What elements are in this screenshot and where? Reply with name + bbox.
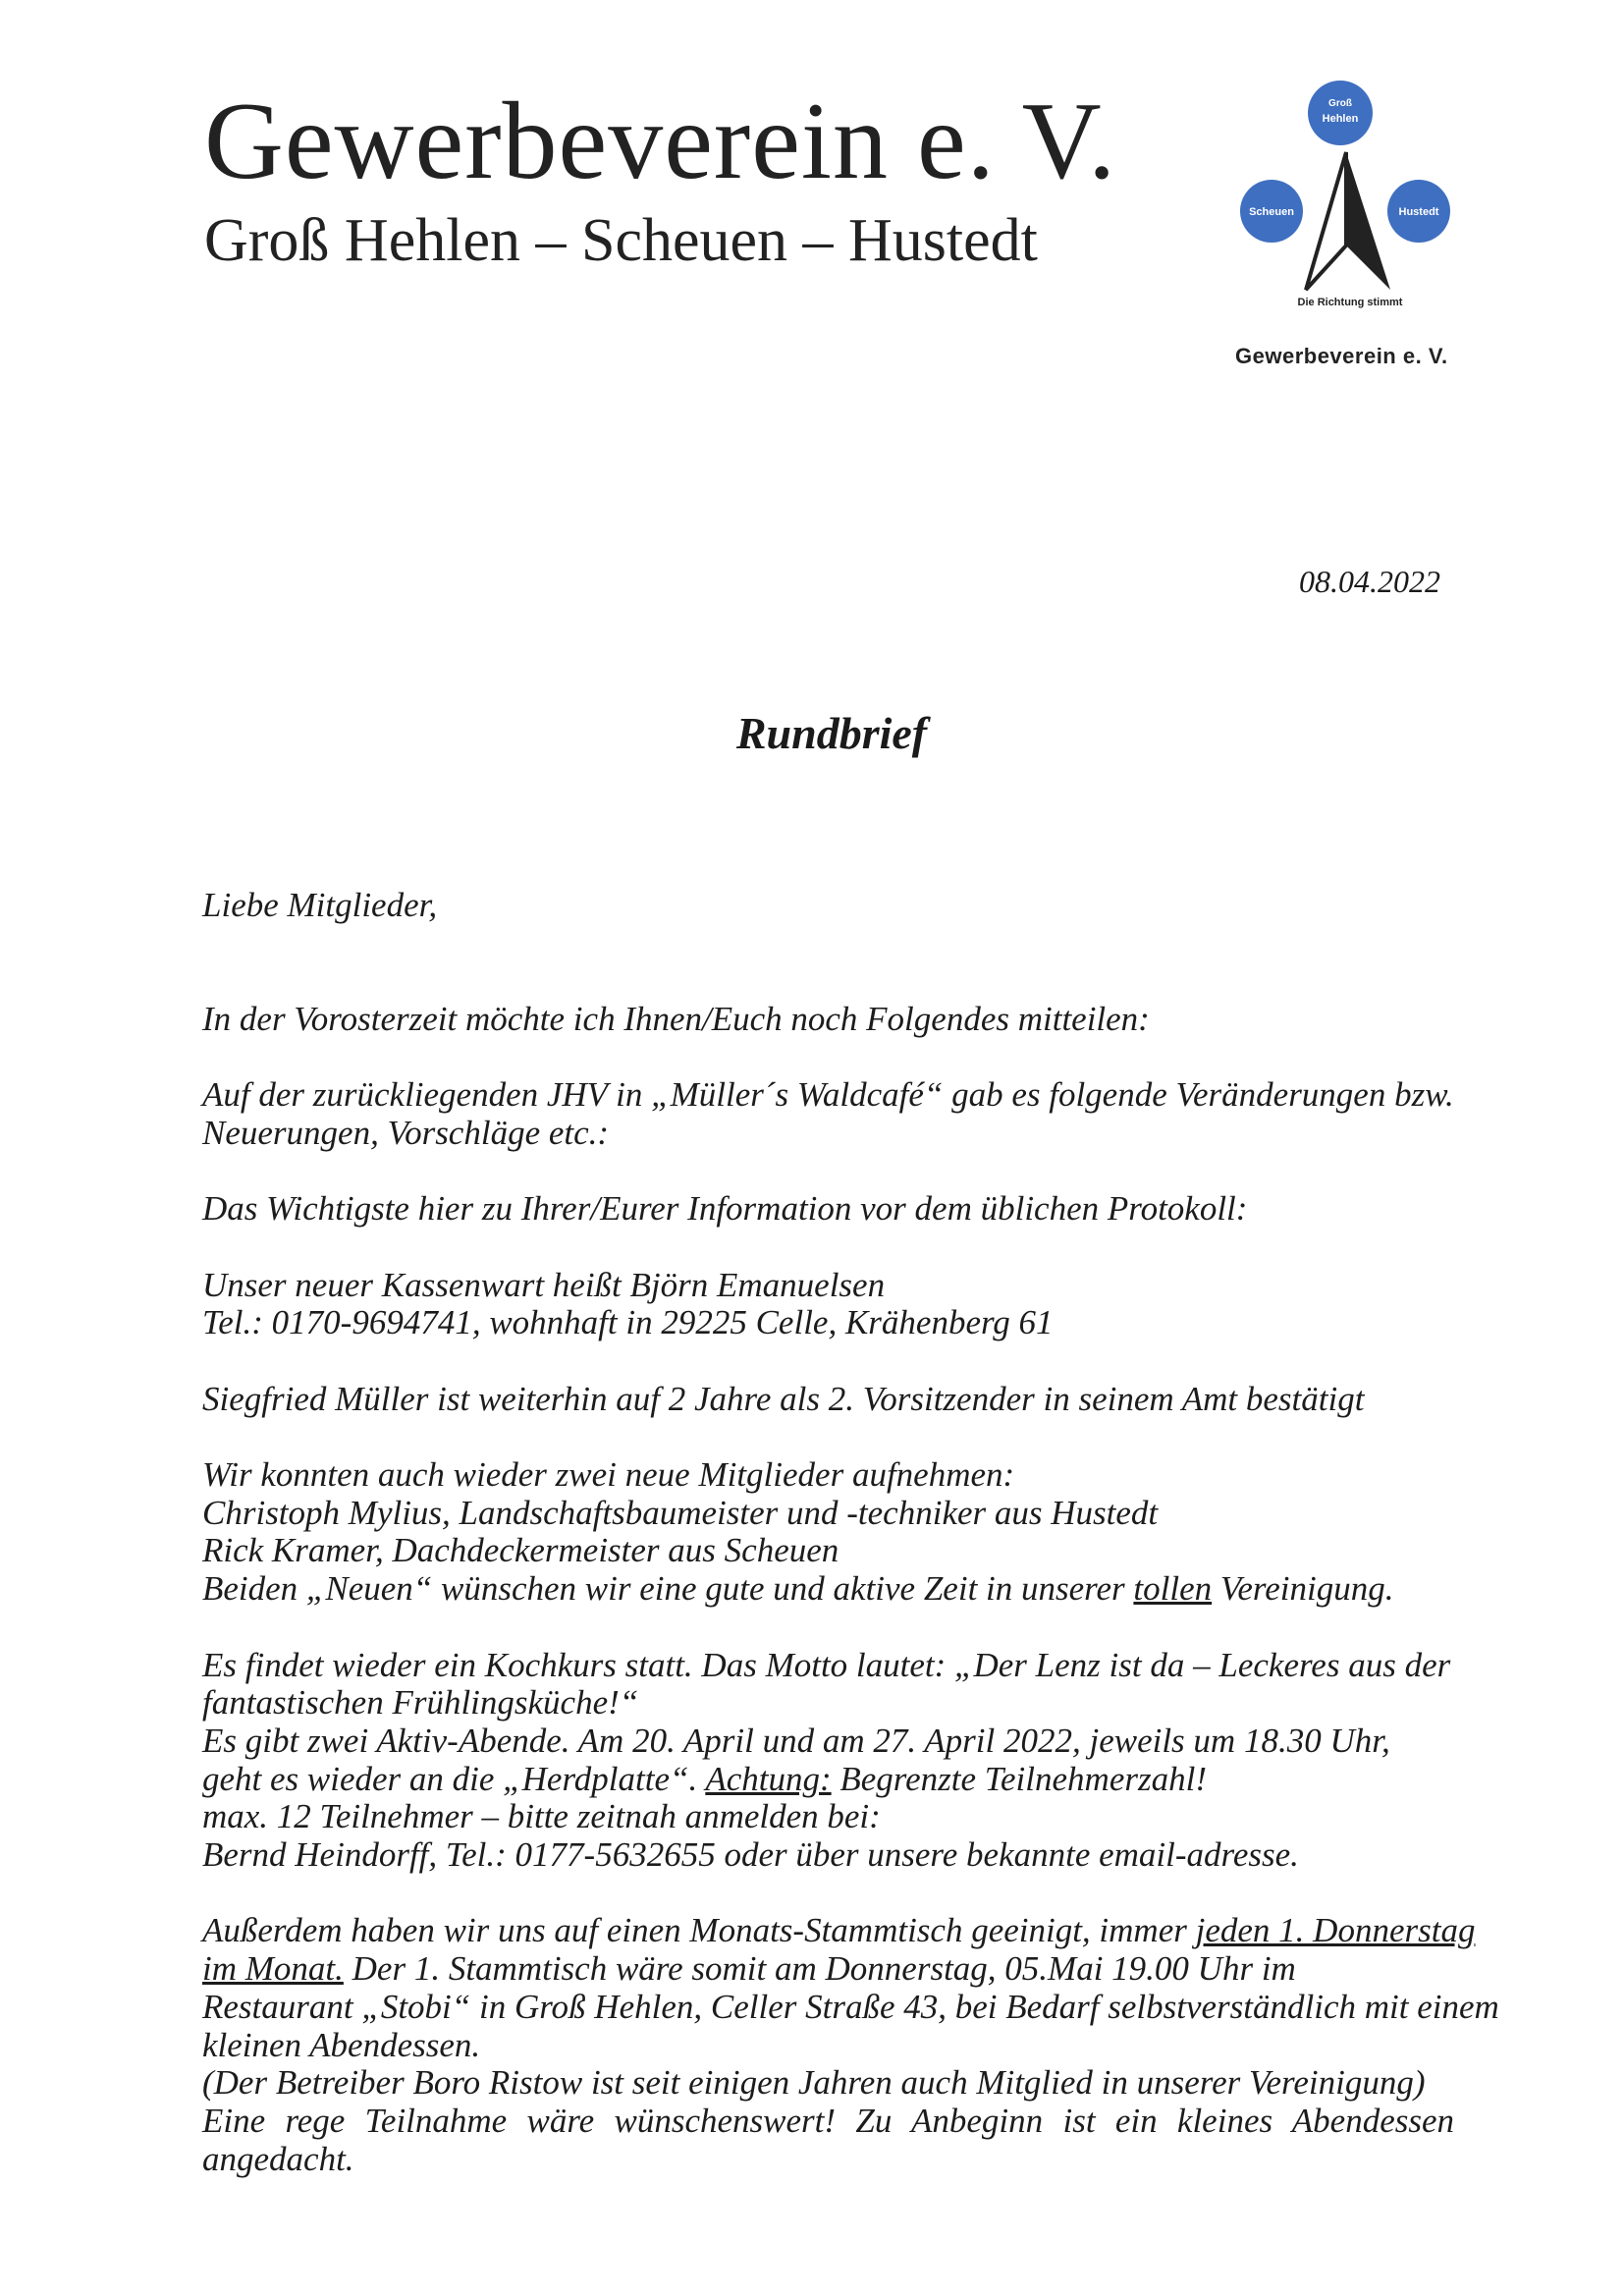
text-segment: Liebe Mitglieder, (202, 886, 438, 924)
text-segment: Auf der zurückliegenden JHV in „Müller´s Waldcafé“ gab es folgende Veränderungen bzw. (202, 1075, 1454, 1115)
paragraph (202, 1911, 1499, 2178)
underlined-text: jeden 1. Donnerstag (1195, 1911, 1476, 1950)
text-segment: Wir konnten auch wieder zwei neue Mitglieder aufnehmen: (202, 1455, 1015, 1495)
text-segment: Neuerungen, Vorschläge etc.: (202, 1113, 610, 1152)
paragraph (202, 1381, 1454, 1419)
text-line (202, 1684, 1454, 1722)
association-logo (1218, 59, 1512, 373)
text-line (202, 1267, 1454, 1305)
text-segment: fantastischen Frühlingsküche!“ (202, 1683, 639, 1722)
text-segment: Eine rege Teilnahme wäre wünschenswert! Zu Anbeginn ist ein kleines Abendessen (202, 2101, 1454, 2140)
text-line (202, 1381, 1454, 1419)
text-line (202, 1911, 1476, 1950)
paragraph (202, 1076, 1454, 1152)
text-segment: Rick Kramer, Dachdeckermeister aus Scheuen (202, 1531, 839, 1570)
text-segment: Unser neuer Kassenwart heißt Björn Emanuelsen (202, 1265, 886, 1304)
text-line (202, 1076, 1454, 1115)
text-segment: Es findet wieder ein Kochkurs statt. Das Motto lautet: „Der Lenz ist da – Leckeres aus der (202, 1645, 1451, 1684)
text-segment: Christoph Mylius, Landschaftsbaumeister und -techniker aus Hustedt (202, 1493, 1159, 1532)
text-line (202, 2064, 1454, 2103)
text-segment: Bernd Heindorff, Tel.: 0177-5632655 oder über unsere bekannte email-adresse. (202, 1835, 1299, 1875)
letterhead-title: Gewerbeverein e. V. (204, 81, 1117, 202)
underlined-text: Achtung: (705, 1759, 832, 1798)
underlined-text: tollen (1133, 1569, 1213, 1609)
text-line (202, 1722, 1454, 1761)
text-segment: max. 12 Teilnehmer – bitte zeitnah anmelden bei: (202, 1797, 881, 1836)
text-line (202, 1798, 1454, 1836)
letter-date: 08.04.2022 (1299, 564, 1440, 599)
paragraph (202, 1001, 1454, 1039)
paragraph (202, 1190, 1454, 1229)
text-segment: (Der Betreiber Boro Ristow ist seit einigen Jahren auch Mitglied in unserer Vereinigung) (202, 2063, 1426, 2103)
text-line (202, 887, 1454, 925)
paragraph (202, 887, 1454, 925)
letter-heading: Rundbrief (735, 708, 928, 758)
text-segment: angedacht. (202, 2139, 354, 2178)
text-line (202, 1950, 1454, 1989)
text-segment: Der 1. Stammtisch wäre somit am Donnerstag, 05.Mai 19.00 Uhr im (343, 1949, 1296, 1989)
logo-circle-label: Hehlen (1322, 113, 1359, 125)
text-segment: Restaurant „Stobi“ in Groß Hehlen, Celler Straße 43, bei Bedarf selbstverständlich mit einem (202, 1987, 1499, 2026)
text-segment: Begrenzte Teilnehmerzahl! (831, 1759, 1207, 1798)
underlined-text: im Monat. (202, 1949, 344, 1989)
text-segment: Siegfried Müller ist weiterhin auf 2 Jahre als 2. Vorsitzender in seinem Amt bestätigt (202, 1379, 1365, 1418)
text-line (202, 1495, 1454, 1533)
logo-name: Gewerbeverein e. V. (1235, 344, 1448, 368)
text-line (202, 2141, 1454, 2179)
text-line (202, 1304, 1454, 1342)
logo-circle-label: Hustedt (1398, 206, 1439, 218)
text-segment: Es gibt zwei Aktiv-Abende. Am 20. April und am 27. April 2022, jeweils um 18.30 Uhr, (202, 1721, 1390, 1760)
text-segment: Tel.: 0170-9694741, wohnhaft in 29225 Celle, Krähenberg 61 (202, 1303, 1054, 1342)
text-line (202, 1570, 1454, 1609)
text-segment: In der Vorosterzeit möchte ich Ihnen/Euch noch Folgendes mitteilen: (202, 999, 1150, 1038)
text-line (202, 1647, 1454, 1685)
arrow-icon (1306, 152, 1390, 290)
text-segment: Außerdem haben wir uns auf einen Monats-Stammtisch geeinigt, immer (202, 1911, 1196, 1950)
text-line (202, 1761, 1454, 1799)
logo-circle-label: Scheuen (1249, 206, 1294, 218)
text-line (202, 1836, 1454, 1875)
logo-circle-label: Groß (1328, 98, 1352, 109)
paragraph (202, 1456, 1454, 1609)
text-line (202, 1190, 1454, 1229)
text-line (202, 1115, 1454, 1153)
text-segment: Das Wichtigste hier zu Ihrer/Eurer Information vor dem üblichen Protokoll: (202, 1189, 1248, 1229)
text-segment: Beiden „Neuen“ wünschen wir eine gute und aktive Zeit in unserer (202, 1569, 1134, 1609)
letter-body (202, 886, 1499, 2216)
text-line (202, 1987, 1499, 2027)
text-line (202, 1532, 1454, 1570)
text-line (202, 1456, 1454, 1495)
text-line (202, 2027, 1454, 2065)
text-segment: geht es wieder an die „Herdplatte“. (202, 1759, 706, 1798)
text-line (202, 2103, 1454, 2141)
paragraph (202, 1267, 1454, 1342)
text-line (202, 1001, 1454, 1039)
paragraph (202, 1647, 1454, 1875)
text-segment: Vereinigung. (1212, 1569, 1394, 1609)
logo-slogan: Die Richtung stimmt (1297, 297, 1403, 308)
text-segment: kleinen Abendessen. (202, 2025, 481, 2064)
letterhead-subtitle: Groß Hehlen – Scheuen – Hustedt (204, 207, 1038, 274)
